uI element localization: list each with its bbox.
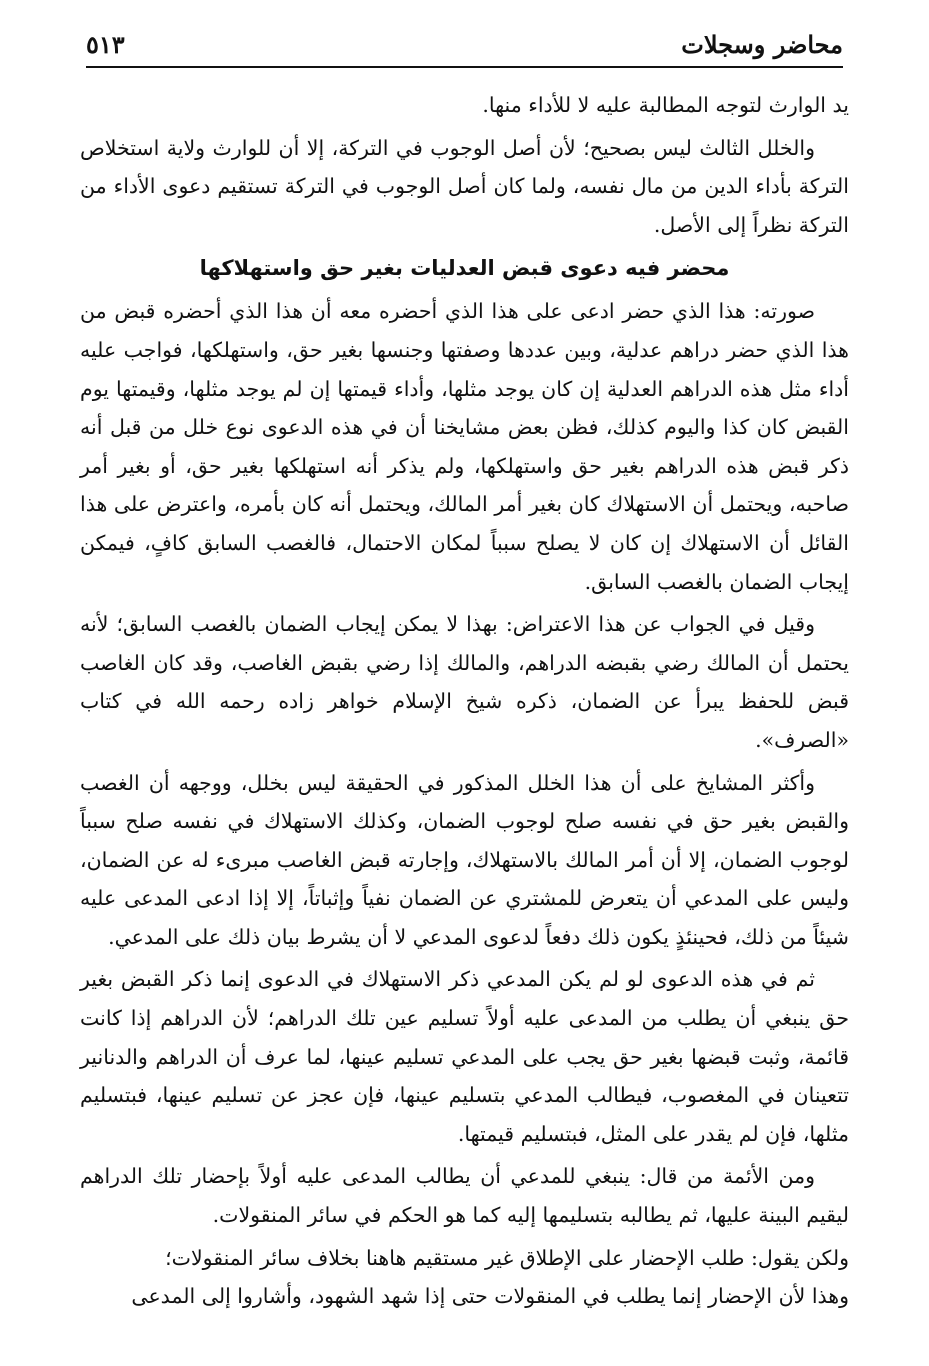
page-number: ٥١٣ [86,30,125,59]
paragraph: والخلل الثالث ليس بصحيح؛ لأن أصل الوجوب في التركة، إلا أن للوارث ولاية استخلاص التركة بأداء الدين من مال نفسه، ولما كان أصل الوجوب في التركة تستقيم دعوى الأداء من التركة نظراً إلى الأصل. [80,135,849,237]
paragraph: وأكثر المشايخ على أن هذا الخلل المذكور في الحقيقة ليس بخلل، ووجهه أن الغصب والقبض بغير حق في نفسه صلح لوجوب الضمان، وكذلك الاستهلاك في نفسه صلح سبباً لوجوب الضمان، إلا أن أمر المالك بالاستهلاك، وإجارته قبض الغاصب مبرىء له عن الضمان، وليس على المدعي أن يتعرض للمشتري عن الضمان نفياً وإثباتاً، إلا إذا ادعى المدعى عليه شيئاً من ذلك، فحينئذٍ يكون ذلك دفعاً لدعوى المدعي لا أن يشرط بيان ذلك على المدعي. [80,770,849,949]
paragraph-line: ولكن يقول: طلب الإحضار على الإطلاق غير مستقيم هاهنا بخلاف سائر المنقولات؛ [165,1245,849,1270]
paragraph: يد الوارث لتوجه المطالبة عليه لا للأداء منها. [482,93,849,117]
page-header [86,26,843,68]
paragraph: ثم في هذه الدعوى لو لم يكن المدعي ذكر الاستهلاك في الدعوى إنما ذكر القبض بغير حق ينبغي أن يطلب من المدعى عليه أولاً تسليم عين تلك الدراهم؛ لأن الدراهم إذا كانت قائمة، وثبت قبضها بغير حق يجب على المدعي تسليم عينها، لما عرف أن الدراهم والدنانير تتعينان في المغصوب، فيطالب المدعي بتسليم عينها، فإن عجز عن تسليم عينها، فبتسليم مثلها، فإن لم يقدر على المثل، فبتسليم قيمتها. [80,967,849,1146]
running-title: محاضر وسجلات [681,30,843,59]
page-body [80,86,849,1316]
paragraph-line: وهذا لأن الإحضار إنما يطلب في المنقولات حتى إذا شهد الشهود، وأشاروا إلى المدعى [131,1284,849,1309]
paragraph: ومن الأئمة من قال: ينبغي للمدعي أن يطالب المدعى عليه أولاً بإحضار تلك الدراهم ليقيم البينة عليها، ثم يطالبه بتسليمها إليه كما هو الحكم في سائر المنقولات. [80,1164,849,1228]
section-heading: محضر فيه دعوى قبض العدليات بغير حق واستهلاكها [199,256,730,281]
paragraph: صورته: هذا الذي حضر ادعى على هذا الذي أحضره معه أن هذا الذي أحضره قبض من هذا الذي حضر دراهم عدلية، وبين عددها وصفتها وجنسها بغير حق، واستهلكها، فواجب عليه أداء مثل هذه الدراهم العدلية إن كان يوجد مثلها، وأداء قيمتها إن لم يوجد مثلها، وقيمتها يوم القبض كان كذا واليوم كذلك، فظن بعض مشايخنا أن في هذه الدعوى نوع خلل من قبل أنه ذكر قبض هذه الدراهم بغير حق واستهلكها، ولم يذكر أنه استهلكها بغير حق، أو بغير أمر صاحبه، ويحتمل أن الاستهلاك كان بغير أمر المالك، ويحتمل أنه كان بأمره، واعترض على هذا القائل أن الاستهلاك إن كان لا يصلح سبباً لمكان الاحتمال، فالغصب السابق كافٍ، فيمكن إيجاب الضمان بالغصب السابق. [80,299,849,594]
paragraph: وقيل في الجواب عن هذا الاعتراض: بهذا لا يمكن إيجاب الضمان بالغصب السابق؛ لأنه يحتمل أن المالك رضي بقبضه الدراهم، والمالك إذا رضي بقبض الغاصب، وقد كان الغاصب قبض للحفظ يبرأ عن الضمان، ذكره شيخ الإسلام خواهر زاده رحمه الله في كتاب «الصرف». [80,612,849,752]
